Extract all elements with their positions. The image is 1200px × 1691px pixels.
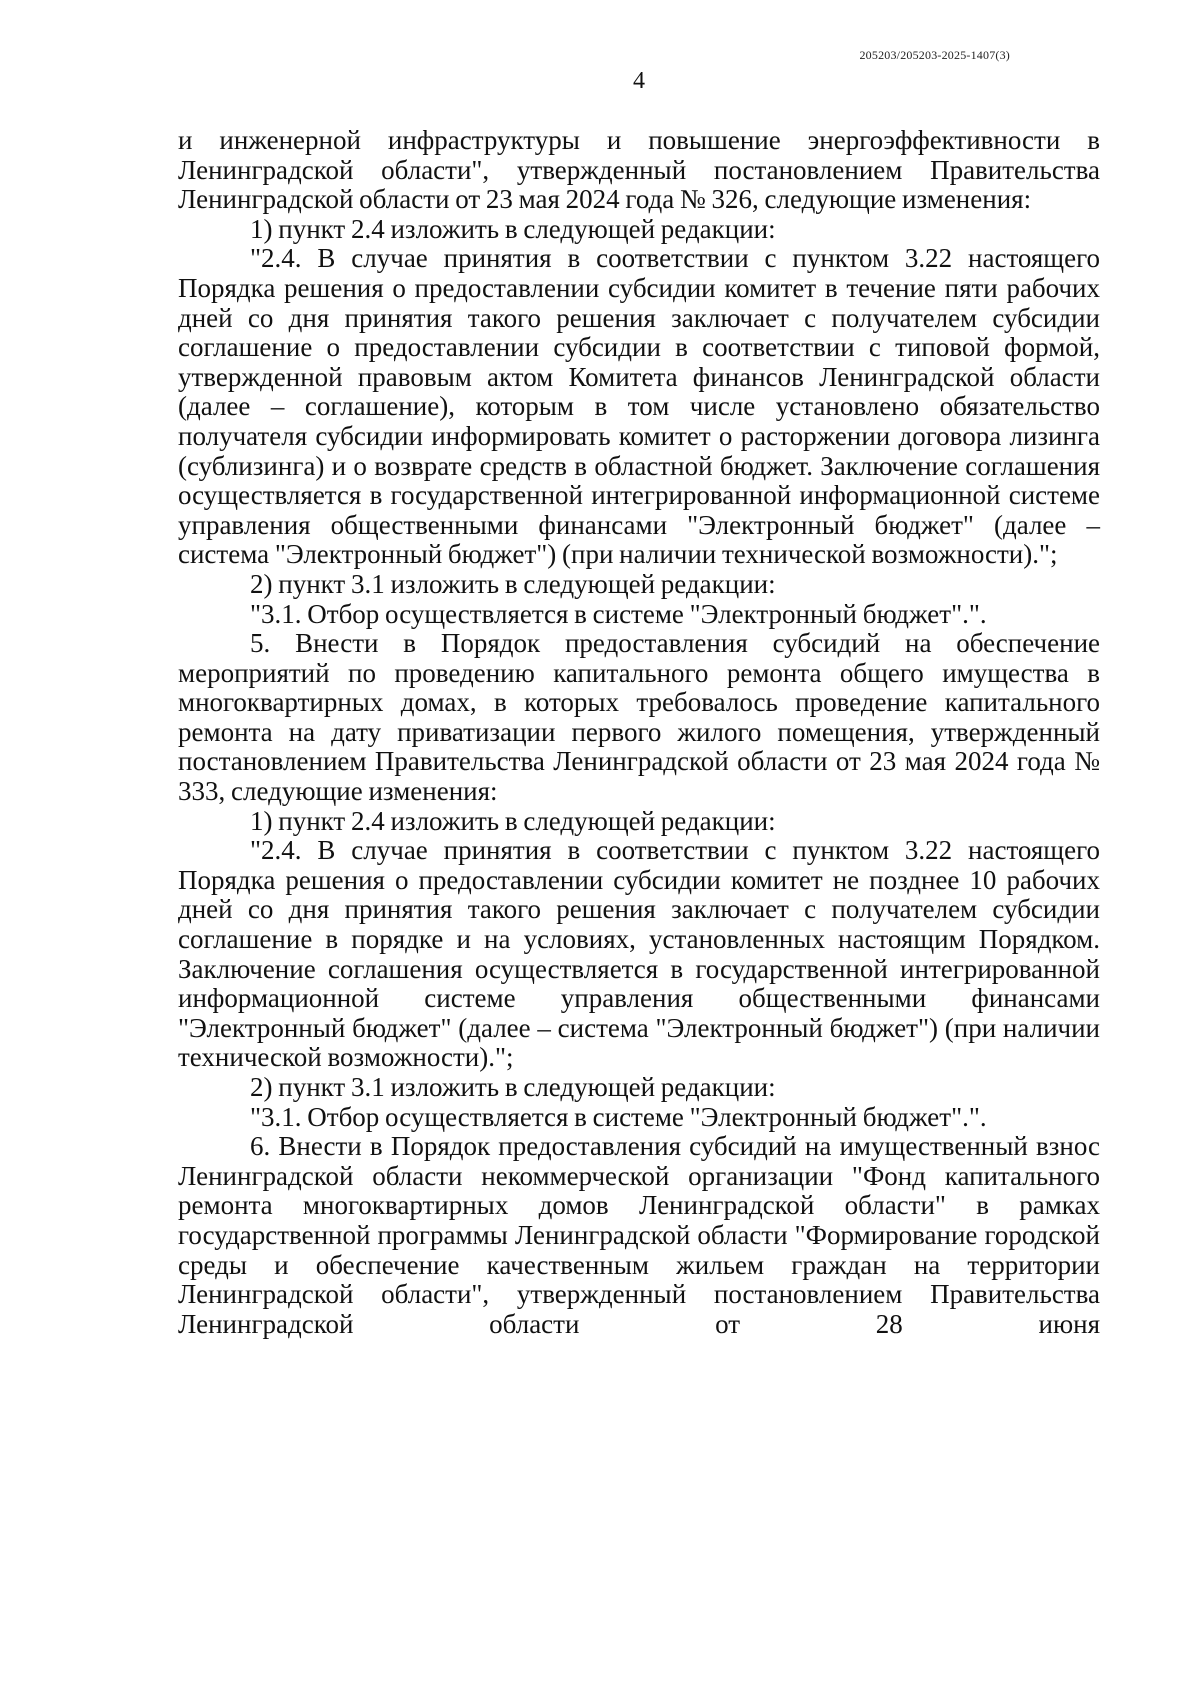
paragraph-quote-2-4: "2.4. В случае принятия в соответствии с пунктом 3.22 настоящего Порядка решения о предоставлении субсидии комитет в течение пяти рабочих дней со дня принятия такого решения заключает с получателем субсидии соглашение о предоставлении субсидии в соответствии с типовой формой, утвержденной правовым актом Комитета финансов Ленинградской области (далее – соглашение), которым в том числе установлено обязательство получателя субсидии информировать комитет о расторжении договора лизинга (сублизинга) и о возврате средств в областной бюджет. Заключение соглашения осуществляется в государственной интегрированной информационной системе управления общественными финансами "Электронный бюджет" (далее – система "Электронный бюджет") (при наличии технической возможности)."; — [178, 243, 1100, 570]
paragraph-section-5-item-2: 2) пункт 3.1 изложить в следующей редакции: — [250, 1072, 776, 1102]
paragraph-section-5-quote-3-1: "3.1. Отбор осуществляется в системе "Электронный бюджет".". — [250, 1101, 987, 1132]
paragraph-section-5-quote-2-4: "2.4. В случае принятия в соответствии с пунктом 3.22 настоящего Порядка решения о предоставлении субсидии комитет не позднее 10 рабочих дней со дня принятия такого решения заключает с получателем субсидии соглашение в порядке и на условиях, установленных настоящим Порядком. Заключение соглашения осуществляется в государственной интегрированной информационной системе управления общественными финансами "Электронный бюджет" (далее – система "Электронный бюджет") (при наличии технической возможности)."; — [178, 835, 1100, 1073]
paragraph-intro: и инженерной инфраструктуры и повышение энергоэффективности в Ленинградской области", утвержденный постановлением Правительства Ленинградской области от 23 мая 2024 года № 326, следующие изменения: — [178, 125, 1100, 215]
document-body — [178, 126, 1100, 1339]
paragraph-section-6: 6. Внести в Порядок предоставления субсидий на имущественный взнос Ленинградской области некоммерческой организации "Фонд капитального ремонта многоквартирных домов Ленинградской области" в рамках государственной программы Ленинградской области "Формирование городской среды и обеспечение качественным жильем граждан на территории Ленинградской области", утвержденный постановлением Правительства Ленинградской области от 28 июня — [178, 1131, 1100, 1339]
paragraph-item-1: 1) пункт 2.4 изложить в следующей редакции: — [250, 213, 776, 244]
paragraph-section-5: 5. Внести в Порядок предоставления субсидий на обеспечение мероприятий по проведению капитального ремонта общего имущества в многоквартирных домах, в которых требовалось проведение капитального ремонта на дату приватизации первого жилого помещения, утвержденный постановлением Правительства Ленинградской области от 23 мая 2024 года № 333, следующие изменения: — [178, 628, 1100, 807]
paragraph-item-2: 2) пункт 3.1 изложить в следующей редакции: — [250, 568, 776, 599]
page-number: 4 — [633, 68, 645, 94]
document-id: 205203/205203-2025-1407(3) — [859, 48, 1010, 62]
paragraph-section-5-item-1: 1) пункт 2.4 изложить в следующей редакции: — [250, 805, 776, 836]
paragraph-quote-3-1: "3.1. Отбор осуществляется в системе "Электронный бюджет".". — [250, 598, 987, 629]
